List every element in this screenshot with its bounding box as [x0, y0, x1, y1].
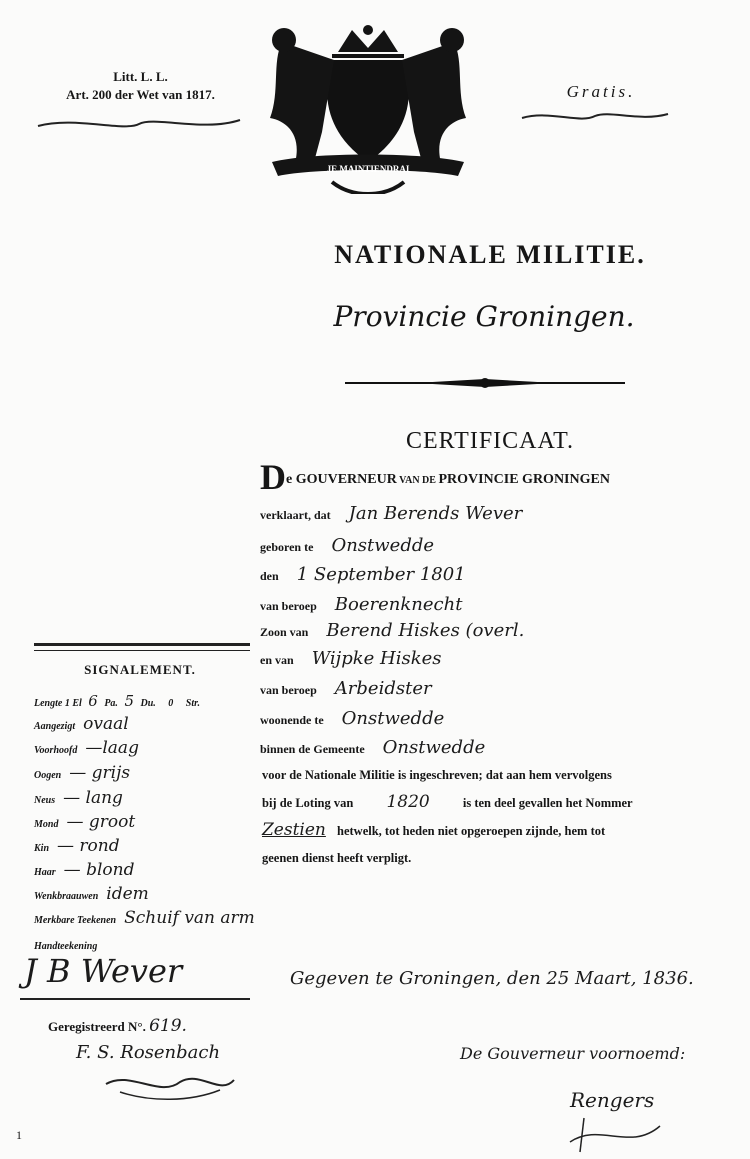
governor-signature-flourish [560, 1112, 670, 1156]
field-gemeente [260, 737, 485, 758]
signalement-row [34, 763, 130, 783]
registrar-flourish [100, 1068, 240, 1102]
paragraph-line1: voor de Nationale Militie is ingeschreven; dat aan hem vervolgens [262, 768, 612, 782]
row-value: — rond [57, 836, 120, 856]
paragraph-line3 [262, 817, 722, 845]
ornamental-divider [345, 376, 625, 390]
lottery-number: Zestien [262, 820, 326, 840]
lottery-year: 1820 [386, 792, 430, 812]
lottery-label: bij de Loting van [262, 796, 354, 810]
crest-motto: JE MAINTIENDRAI [326, 164, 410, 174]
field-moeder-beroep [260, 678, 432, 699]
field-label: en van [260, 653, 294, 667]
field-value: Arbeidster [334, 678, 432, 699]
field-label: Zoon van [260, 625, 309, 639]
registrar-signature: F. S. Rosenbach [76, 1042, 221, 1063]
row-label: Aangezigt [34, 721, 76, 732]
row-label: Handteekening [34, 941, 98, 952]
field-label: van beroep [260, 683, 317, 697]
governor-title: e GOUVERNEUR [286, 472, 397, 487]
signalement-row [34, 812, 135, 832]
paragraph-line4: geenen dienst heeft verpligt. [262, 851, 412, 865]
lottery-text: is ten deel gevallen het Nommer [462, 796, 633, 810]
row-label: Neus [34, 795, 56, 806]
signature-rule [20, 998, 250, 1000]
body-paragraph [262, 762, 722, 872]
length-pal: 5 [124, 692, 134, 710]
field-value: Wijpke Hiskes [311, 648, 442, 669]
signalement-row [34, 884, 149, 904]
row-value: — lang [63, 788, 123, 808]
registration-number: 619. [149, 1016, 187, 1036]
field-label: binnen de Gemeente [260, 742, 365, 756]
registration-label: Geregistreerd N°. [48, 1019, 146, 1034]
signalement-top-rule-thin [34, 650, 250, 651]
field-zoon-van [260, 620, 524, 641]
field-value: Onstwedde [382, 737, 486, 758]
drop-cap: D [260, 457, 286, 497]
royal-coat-of-arms-icon [262, 22, 474, 194]
page-mark: 1 [16, 1128, 22, 1142]
field-value: Jan Berends Wever [348, 503, 523, 524]
length-el: 6 [88, 692, 98, 710]
length-du: 0 [168, 698, 174, 709]
signalement-length [34, 692, 200, 710]
row-value: — grijs [69, 763, 131, 783]
signalement-row [34, 836, 120, 856]
paragraph-line2 [262, 789, 722, 817]
row-value: idem [106, 884, 149, 904]
signalement-top-rule [34, 643, 250, 646]
left-flourish [34, 112, 244, 134]
right-flourish [520, 108, 670, 124]
field-den [260, 564, 466, 585]
row-label: Wenkbraauwen [34, 891, 99, 902]
field-label: den [260, 569, 279, 583]
certificate-heading: CERTIFICAAT. [405, 428, 575, 454]
row-label: Kin [34, 843, 50, 854]
row-label: Voorhoofd [34, 745, 78, 756]
field-value: 1 September 1801 [296, 564, 466, 585]
province-title: Provincie Groningen. [333, 300, 635, 333]
law-reference [38, 68, 243, 104]
row-value: ovaal [83, 714, 129, 734]
field-geboren [260, 535, 434, 556]
field-label: woonende te [260, 713, 324, 727]
governor-province: PROVINCIE GRONINGEN [438, 472, 610, 487]
lit-line2: Art. 200 der Wet van 1817. [66, 87, 215, 102]
length-du-label: Du. [140, 698, 156, 709]
row-value: —laag [85, 738, 139, 758]
paragraph-line3-text: hetwelk, tot heden niet opgeroepen zijnde, hem tot [337, 824, 606, 838]
signalement-title: SIGNALEMENT. [84, 662, 196, 677]
field-verklaart [260, 503, 522, 524]
field-en-van [260, 648, 442, 669]
length-str-label: Str. [185, 698, 200, 709]
row-label: Oogen [34, 770, 62, 781]
row-value: Schuif van arm [124, 908, 255, 928]
field-label: geboren te [260, 540, 314, 554]
row-label: Merkbare Teekenen [34, 915, 117, 926]
gratis-label: Gratis. [566, 82, 636, 101]
field-value: Onstwedde [341, 708, 445, 729]
signalement-row [34, 860, 134, 880]
governor-line [260, 457, 730, 497]
governor-of: VAN DE [396, 475, 439, 486]
signalement-row [34, 934, 105, 954]
field-woonende [260, 708, 444, 729]
lit-line1: Litt. L. L. [113, 69, 168, 84]
governor-sign-label: De Gouverneur voornoemd: [460, 1044, 686, 1063]
governor-signature: Rengers [570, 1088, 655, 1112]
field-beroep [260, 594, 462, 615]
row-label: Haar [34, 867, 56, 878]
length-pal-label: Pa. [104, 698, 118, 709]
field-value: Onstwedde [331, 535, 435, 556]
row-value: — blond [63, 860, 135, 880]
signalement-row [34, 788, 123, 808]
field-value: Boerenknecht [334, 594, 463, 615]
signalement-row [34, 908, 255, 928]
length-label: Lengte 1 El [34, 698, 82, 709]
row-label: Mond [34, 819, 59, 830]
field-label: van beroep [260, 599, 317, 613]
field-label: verklaart, dat [260, 508, 331, 522]
issued-date: Gegeven te Groningen, den 25 Maart, 1836. [290, 968, 694, 989]
signalement-row [34, 714, 129, 734]
page-title: NATIONALE MILITIE. [334, 240, 646, 269]
row-value: — groot [66, 812, 136, 832]
registration-line [48, 1016, 187, 1036]
signalement-row [34, 738, 139, 758]
bearer-signature: J B Wever [24, 952, 183, 990]
field-value: Berend Hiskes (overl. [326, 620, 525, 641]
